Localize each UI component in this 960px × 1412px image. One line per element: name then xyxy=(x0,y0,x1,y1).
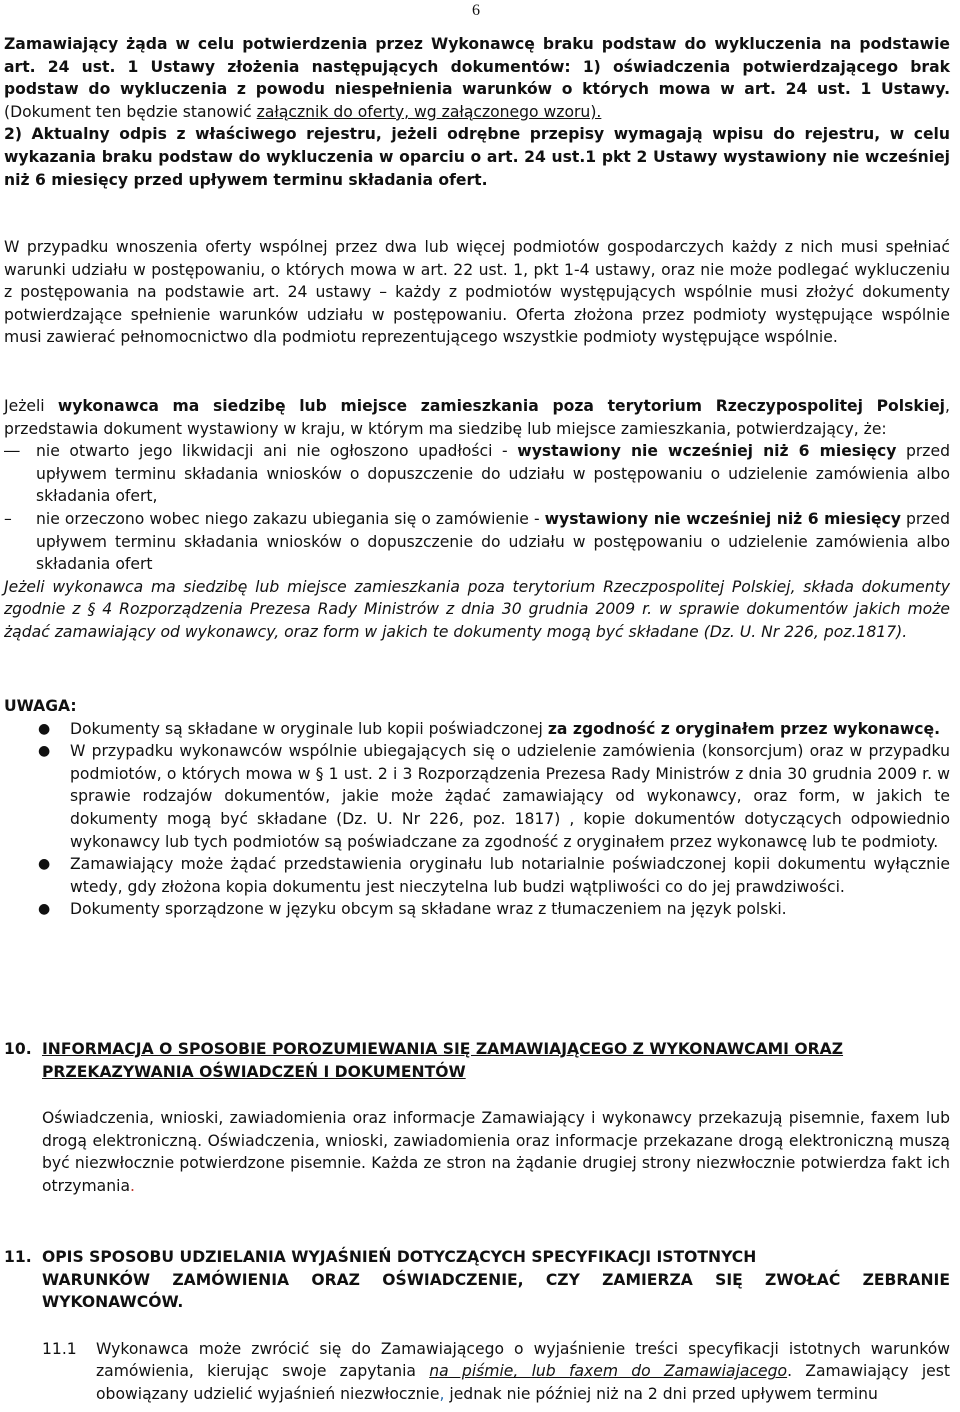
foreign-lead xyxy=(4,395,950,440)
uwaga-bullet-2 xyxy=(4,740,950,853)
foreign-lead-bold: wykonawca ma siedzibę lub miejsce zamieszkania poza terytorium Rzeczypospolitej Polskiej xyxy=(57,397,946,415)
uwaga-bullet-1-a: Dokumenty są składane w oryginale lub kopii poświadczonej xyxy=(70,719,548,738)
foreign-item-1 xyxy=(4,440,950,508)
intro-paragraph xyxy=(4,33,950,123)
section-11-1-comma: , xyxy=(439,1384,445,1403)
uwaga-bullet-4-a: Dokumenty sporządzone w języku obcym są składane wraz z tłumaczeniem na język polski. xyxy=(70,900,787,919)
bullet-icon: ● xyxy=(38,743,51,760)
uwaga-bullet-1-b: za zgodność z oryginałem przez wykonawcę. xyxy=(547,719,941,738)
bullet-icon: ● xyxy=(38,720,51,737)
section-11-1-text-c: jednak nie później niż na 2 dni przed upływem terminu xyxy=(444,1384,878,1403)
section-10-body xyxy=(4,1107,950,1197)
dash-icon: ― xyxy=(4,442,20,461)
section-11-1-number: 11.1 xyxy=(42,1339,77,1358)
section-11-1 xyxy=(4,1338,950,1406)
section-10 xyxy=(4,1038,950,1198)
foreign-italic-text: Jeżeli wykonawca ma siedzibę lub miejsce zamieszkania poza terytorium Rzeczpospolitej Polskiej, składa dokumenty zgodnie z § 4 Rozporządzenia Prezesa Rady Ministrów z dnia 30 grudnia 2009 r. w sprawie dokumentów jakich może żądać zamawiający od wykonawcy, oraz form w jakich te dokumenty mogą być składane (Dz. U. Nr 226, poz.1817). xyxy=(4,577,950,641)
uwaga-title xyxy=(4,695,950,718)
section-10-body-end: . xyxy=(130,1176,135,1195)
uwaga-title-text: UWAGA: xyxy=(4,697,77,715)
foreign-lead-text: Jeżeli xyxy=(4,397,58,415)
foreign-item-2-b: wystawiony nie wcześniej niż 6 miesięcy xyxy=(544,509,901,528)
bullet-icon: ● xyxy=(38,901,51,918)
section-10-heading xyxy=(4,1038,950,1083)
foreign-item-2 xyxy=(4,508,950,576)
uwaga-bullet-2-a: W przypadku wykonawców wspólnie ubiegających się o udzielenie zamówienia (konsorcjum) oraz w przypadku podmiotów, o których mowa w § 1 ust. 2 i 3 Rozporządzenia Prezesa Rady Ministrów z dnia 30 grudnia 2009 r. w sprawie rodzajów dokumentów, jakie może żądać zamawiający od wykonawcy, oraz form, w jakich te dokumenty mogą być składane (Dz. U. Nr 226, poz. 1817) , kopie dokumentów dotyczących odpowiednio wykonawcy lub tych podmiotów są poświadczane za zgodność z oryginałem przez wykonawcę lub te podmioty. xyxy=(70,742,950,851)
intro-bold-text: Zamawiający żąda w celu potwierdzenia przez Wykonawcę braku podstaw do wykluczenia na podstawie art. 24 ust. 1 Ustawy złożenia następujących dokumentów: 1) oświadczenia potwierdzającego brak podstaw do wykluczenia z powodu niespełnienia warunków o których mowa w art. 24 ust. 1 Ustawy. xyxy=(4,35,950,99)
section-10-body-text: Oświadczenia, wnioski, zawiadomienia oraz informacje Zamawiający i wykonawcy przekazują pisemnie, faxem lub drogą elektroniczną. Oświadczenia, wnioski, zawiadomienia oraz informacje przekazane drogą elektroniczną muszą być niezwłocznie potwierdzone pisemnie. Każda ze stron na żądanie drugiej strony niezwłocznie potwierdza fakt ich otrzymania xyxy=(42,1109,950,1195)
section-10-title-line2: PRZEKAZYWANIA OŚWIADCZEŃ I DOKUMENTÓW xyxy=(42,1062,466,1081)
bullet-icon: ● xyxy=(38,856,51,873)
section-11-heading xyxy=(4,1246,950,1314)
uwaga-bullet-1 xyxy=(4,718,950,741)
joint-offer-block xyxy=(4,236,950,349)
page-number: 6 xyxy=(472,2,480,19)
foreign-block xyxy=(4,395,950,644)
foreign-item-1-c: przed upływem terminu składania wniosków o dopuszczenie do udziału w postępowaniu o udzielenie zamówienia albo składania ofert, xyxy=(36,442,950,506)
foreign-italic-paragraph xyxy=(4,576,950,644)
section-10-title-line1: INFORMACJA O SPOSOBIE POROZUMIEWANIA SIĘ ZAMAWIAJĄCEGO Z WYKONAWCAMI ORAZ xyxy=(42,1040,844,1058)
joint-offer-paragraph: W przypadku wnoszenia oferty wspólnej przez dwa lub więcej podmiotów gospodarczych każdy z nich musi spełniać warunki udziału w postępowaniu, o których mowa w art. 22 ust. 1, pkt 1-4 ustawy, oraz nie może podlegać wykluczeniu z postępowania na podstawie art. 24 ustawy – każdy z podmiotów występujących wspólnie musi złożyć dokumenty potwierdzające spełnienie warunków udziału w postępowaniu. Oferta złożona przez podmioty występujące wspólnie musi zawierać pełnomocnictwo dla podmiotu reprezentującego wszystkie podmioty występujące wspólnie. xyxy=(4,238,950,347)
intro-block xyxy=(4,33,950,191)
section-11-1-text-b: . Zamawiający jest obowiązany udzielić wyjaśnień niezwłocznie xyxy=(96,1362,950,1403)
intro-item-2 xyxy=(4,123,950,191)
section-11 xyxy=(4,1246,950,1406)
foreign-item-2-a: nie orzeczono wobec niego zakazu ubiegania się o zamówienie - xyxy=(36,509,545,528)
foreign-item-2-c: przed upływem terminu składania wniosków o dopuszczenie do udziału w postępowaniu o udzielenie zamówienia albo składania ofert xyxy=(36,509,950,574)
section-11-1-underlined: na piśmie, lub faxem do Zamawiajacego xyxy=(429,1362,788,1381)
uwaga-bullet-4 xyxy=(4,898,950,921)
section-11-1-text-a: Wykonawca może zwrócić się do Zamawiającego o wyjaśnienie treści specyfikacji istotnych warunków zamówienia, kierując swoje zapytania xyxy=(96,1339,950,1381)
intro-note: (Dokument ten będzie stanowić xyxy=(4,102,257,121)
intro-item-2-text: 2) Aktualny odpis z właściwego rejestru, jeżeli odrębne przepisy wymagają wpisu do rejestru, w celu wykazania braku podstaw do wykluczenia w oparciu o art. 24 ust.1 pkt 2 Ustawy wystawiony nie wcześniej niż 6 miesięcy przed upływem terminu składania ofert. xyxy=(4,125,950,189)
section-11-number: 11. xyxy=(4,1248,32,1266)
section-10-number: 10. xyxy=(4,1040,32,1058)
foreign-item-1-a: nie otwarto jego likwidacji ani nie ogłoszono upadłości - xyxy=(36,442,518,461)
dash-icon: – xyxy=(4,509,12,528)
uwaga-block xyxy=(4,695,950,921)
foreign-lead-rest: , przedstawia dokument wystawiony w kraju, w którym ma siedzibę lub miejsce zamieszkania, potwierdzający, że: xyxy=(4,397,950,438)
intro-note-underlined: załącznik do oferty, wg załączonego wzoru). xyxy=(256,102,602,121)
uwaga-bullet-3-a: Zamawiający może żądać przedstawienia oryginału lub notarialnie poświadczonej kopii dokumentu wyłącznie wtedy, gdy złożona kopia dokumentu jest nieczytelna lub budzi wątpliwości co do jej prawdziwości. xyxy=(70,855,950,896)
uwaga-bullet-3 xyxy=(4,853,950,898)
section-11-title-rest: WARUNKÓW ZAMÓWIENIA ORAZ OŚWIADCZENIE, CZY ZAMIERZA SIĘ ZWOŁAĆ ZEBRANIE WYKONAWCÓW. xyxy=(42,1270,950,1312)
foreign-item-1-b: wystawiony nie wcześniej niż 6 miesięcy xyxy=(517,442,897,461)
section-11-title-line1: OPIS SPOSOBU UDZIELANIA WYJAŚNIEŃ DOTYCZĄCYCH SPECYFIKACJI ISTOTNYCH xyxy=(42,1248,757,1266)
